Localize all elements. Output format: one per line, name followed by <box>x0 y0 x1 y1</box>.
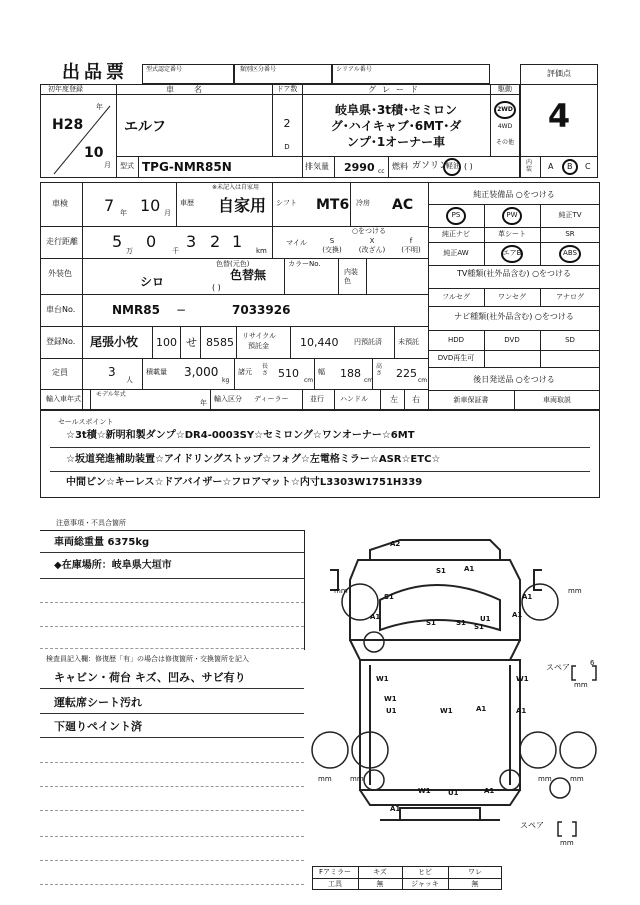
model-year-label: モデル年式 <box>96 391 126 398</box>
handle-right: 右 <box>412 395 420 404</box>
footer-jack-value: 無 <box>471 880 479 888</box>
navi-sd: SD <box>565 336 575 344</box>
meter-s-sub: (交換) <box>322 246 342 254</box>
damage-mark: A1 <box>476 705 487 713</box>
damage-mark: S1 <box>436 567 446 575</box>
drive-4wd: 4WD <box>497 123 513 130</box>
shift-label: シフト <box>276 199 297 207</box>
damage-mark: A1 <box>370 613 381 621</box>
grade-line-3: ンプ･1オーナー車 <box>346 135 446 149</box>
category-label: 類別区分番号 <box>240 66 277 73</box>
meter-x: X <box>369 237 375 245</box>
wid-unit: cm <box>364 377 374 384</box>
damage-mark: A1 <box>390 805 401 813</box>
sales-line-3: 中間ピン☆キーレス☆ドアバイザー☆フロアマット☆内寸L3303W1751H339 <box>66 477 423 488</box>
dvd-play: DVD再生可 <box>437 354 475 362</box>
interior-circle <box>562 159 578 175</box>
import-dealer: ディーラー <box>254 395 289 403</box>
damage-mark: S1 <box>384 593 394 601</box>
notes-line-2: ◆在庫場所：岐阜県大垣市 <box>54 560 172 571</box>
fuel-paren: ( ) <box>464 162 473 171</box>
inspection-year-unit: 年 <box>120 209 127 217</box>
handle-label: ハンドル <box>340 395 368 403</box>
model-label: 型式 <box>120 162 134 170</box>
month-unit: 月 <box>104 161 111 169</box>
page-title: 出品票 <box>62 62 128 83</box>
equip-abs-circle <box>559 245 581 263</box>
recycle-label: リサイクル <box>242 332 277 340</box>
spare-label: スペア <box>546 663 570 672</box>
meter-label: マイル <box>286 239 307 247</box>
equip-sr: SR <box>565 230 575 238</box>
mileage-digit: 5 <box>112 232 123 251</box>
disp-unit: cc <box>378 168 385 175</box>
footer-scratch: キズ <box>373 868 387 876</box>
meter-x-sub: (改ざん) <box>358 246 386 254</box>
color-change: 色替無 <box>230 268 267 282</box>
inspection-month-unit: 月 <box>164 209 171 217</box>
drive-2wd-circle <box>494 101 516 119</box>
wheel-mm-rl: mm <box>318 775 332 783</box>
capacity-value: 3 <box>108 365 116 379</box>
hgt-unit: cm <box>418 377 428 384</box>
mileage-sen: 千 <box>172 247 179 255</box>
chassis-dash: − <box>176 303 187 317</box>
history-label: 車歴 <box>180 199 194 207</box>
notes-title: 注意事項・不具合箇所 <box>56 519 126 527</box>
damage-mark: U1 <box>480 615 491 623</box>
wheel-mm-fl: mm <box>334 587 348 595</box>
spare-label-2: スペア <box>520 821 544 830</box>
footer-crack: ヒビ <box>418 868 432 876</box>
after-title: 後日発送品 ○をつける <box>473 375 555 384</box>
mileage-man: 万 <box>126 247 133 255</box>
equip-abs: ABS <box>563 249 577 257</box>
fuel-label: 燃料 <box>392 162 408 171</box>
spare-number: 6 <box>590 659 595 667</box>
navi-title: ナビ種類(社外品含む) ○をつける <box>454 312 574 321</box>
recycle-label-2: 預託金 <box>248 342 269 350</box>
import-label: 輸入車年式 <box>46 395 81 403</box>
len-label: 長さ <box>262 363 269 377</box>
drive-2wd: 2WD <box>497 106 513 113</box>
damage-mark: U1 <box>386 707 397 715</box>
reg-class: 100 <box>156 336 177 349</box>
tv-analog: アナログ <box>556 293 584 301</box>
chassis-label: 車台No. <box>46 305 76 314</box>
damage-mark: U1 <box>448 789 459 797</box>
footer-tools-value: 無 <box>376 880 384 888</box>
len-unit: cm <box>304 377 314 384</box>
reg-kana: せ <box>186 336 197 349</box>
equip-aw: 純正AW <box>443 249 469 257</box>
damage-mark: A1 <box>484 787 495 795</box>
equip-title: 純正装備品 ○をつける <box>473 190 555 199</box>
mileage-digit: 0 <box>146 232 157 251</box>
equip-pw-circle <box>502 207 522 225</box>
mileage-digit: 2 <box>210 232 221 251</box>
equip-tv: 純正TV <box>558 211 582 219</box>
sales-line-2: ☆坂道発進補助装置☆アイドリングストップ☆フォグ☆左電格ミラー☆ASR☆ETC☆ <box>66 454 441 465</box>
serial-label: シリアル番号 <box>336 66 372 73</box>
reg-area: 尾張小牧 <box>90 335 139 349</box>
drive-other: その他 <box>495 139 514 146</box>
inspector-title: 検査員記入欄：修復歴「有」の場合は修復箇所・交換箇所を記入 <box>46 655 249 663</box>
first-reg-label: 初年度登録 <box>48 85 83 93</box>
drive-label: 駆動 <box>498 85 512 93</box>
history-note: ※未記入は自家用 <box>212 184 260 191</box>
wheel-mm-rr: mm <box>538 775 552 783</box>
interior-color-label: 内装色 <box>344 268 358 285</box>
damage-mark: A2 <box>390 540 401 548</box>
disp-label: 排気量 <box>305 162 329 171</box>
ac-label: 冷房 <box>356 199 370 207</box>
damage-mark: S1 <box>456 619 466 627</box>
damage-mark: A1 <box>464 565 475 573</box>
score-label: 評価点 <box>547 69 571 78</box>
load-unit: kg <box>222 377 230 384</box>
after-warranty: 新車保証書 <box>453 396 489 404</box>
type-cert-label: 型式認定番号 <box>146 66 183 73</box>
meter-s: S <box>329 237 335 245</box>
doors-unit: D <box>284 143 290 151</box>
tv-title: TV種類(社外品含む) ○をつける <box>456 269 572 278</box>
damage-mark: W1 <box>440 707 453 715</box>
color-paren: ( ) <box>212 283 221 292</box>
sales-title: セールスポイント <box>58 418 114 426</box>
footer-tools: 工具 <box>328 880 342 888</box>
handle-left: 左 <box>390 395 398 404</box>
inspection-label: 車検 <box>52 199 68 208</box>
vehicle-diagram <box>310 530 600 870</box>
hgt-value: 225 <box>396 367 417 380</box>
damage-mark: W1 <box>376 675 389 683</box>
damage-mark: W1 <box>384 695 397 703</box>
interior-b: B <box>567 162 573 171</box>
equip-ps-circle <box>446 207 466 225</box>
chassis-prefix: NMR85 <box>112 303 160 317</box>
mileage-digit: 1 <box>232 232 243 251</box>
shift-value: MT6 <box>316 197 350 213</box>
damage-mark: S1 <box>426 619 436 627</box>
equip-navi: 純正ナビ <box>442 230 470 238</box>
equip-airbag: エアB <box>502 249 522 257</box>
color-change-label: 色替(元色) <box>216 260 250 268</box>
tv-fullseg: フルセグ <box>442 293 470 301</box>
doors-value: 2 <box>283 117 291 130</box>
import-type-label: 輸入区分 <box>214 395 242 403</box>
first-reg-era: H28 <box>52 117 84 133</box>
footer-mirror: Fアミラー <box>318 868 352 876</box>
exterior-label: 外装色 <box>48 269 72 278</box>
doors-label: ドア数 <box>276 85 298 93</box>
name-label: 車名 <box>166 85 222 94</box>
chassis-number: 7033926 <box>232 303 291 317</box>
equip-pw: PW <box>506 211 518 219</box>
damage-mark: A1 <box>512 611 523 619</box>
wheel-mm-rl2: mm <box>350 775 364 783</box>
mileage-label: 走行距離 <box>46 237 78 246</box>
recycle-unpaid: 未預託 <box>398 338 419 346</box>
capacity-unit: 人 <box>126 376 133 384</box>
interior-a: A <box>548 162 554 171</box>
load-value: 3,000 <box>184 365 219 379</box>
mileage-digit: 3 <box>186 232 197 251</box>
grade-line-2: グ･ハイキャブ･6MT･ダ <box>330 119 462 133</box>
sales-line-1: ☆3t積☆新明和製ダンプ☆DR4-0003SY☆セミロング☆ワンオーナー☆6MT <box>66 430 415 441</box>
footer-jack: ジャッキ <box>411 880 439 888</box>
damage-mark: W1 <box>418 787 431 795</box>
inspection-year: 7 <box>104 196 115 215</box>
spare-mm: mm <box>574 681 588 689</box>
import-parallel: 並行 <box>310 395 324 403</box>
recycle-unit: 円預託済 <box>354 338 382 346</box>
damage-mark: W1 <box>516 675 529 683</box>
fuel-circle <box>443 158 461 176</box>
wid-label: 幅 <box>318 368 325 376</box>
damage-mark: S1 <box>474 623 484 631</box>
hgt-label: 高さ <box>376 363 383 377</box>
inspector-line-3: 下廻りペイント済 <box>54 720 142 733</box>
after-manual: 車両取説 <box>543 396 571 404</box>
reg-label: 登録No. <box>46 337 76 346</box>
color-no-label: カラーNo. <box>288 260 321 268</box>
len-value: 510 <box>278 367 299 380</box>
reg-number: 8585 <box>206 336 234 349</box>
interior-c: C <box>585 162 591 171</box>
model-value: TPG-NMR85N <box>142 160 232 174</box>
equip-leather: 革シート <box>498 230 526 238</box>
vehicle-name: エルフ <box>124 119 166 135</box>
ac-value: AC <box>392 197 414 213</box>
score-value: 4 <box>547 97 571 135</box>
recycle-amount: 10,440 <box>300 336 339 349</box>
exterior-color: シロ <box>140 275 165 289</box>
navi-dvd: DVD <box>504 336 520 344</box>
fuel-value: ガソリン <box>412 161 449 171</box>
year-unit: 年 <box>96 103 103 111</box>
inspector-line-2: 運転席シート汚れ <box>54 696 142 709</box>
grade-line-1: 岐阜県･3t積･セミロン <box>334 103 458 117</box>
damage-mark: A1 <box>522 593 533 601</box>
wheel-mm-fr: mm <box>568 587 582 595</box>
equip-airbag-circle <box>501 245 523 263</box>
tv-oneseg: ワンセグ <box>498 293 526 301</box>
grade-label: グレード <box>368 85 424 94</box>
meter-note: ○をつける <box>351 227 387 235</box>
fuel-light: 軽油 <box>446 162 460 170</box>
dims-label: 諸元 <box>238 368 252 376</box>
equip-ps: PS <box>451 211 461 219</box>
wheel-mm-rr2: mm <box>570 775 584 783</box>
history-value: 自家用 <box>218 196 267 215</box>
notes-line-1: 車両総重量 6375kg <box>54 537 150 548</box>
import-year-unit: 年 <box>200 399 207 407</box>
interior-label: 内装 <box>526 159 533 173</box>
meter-f: f <box>409 237 413 245</box>
damage-mark: A1 <box>516 707 527 715</box>
meter-f-sub: (不明) <box>401 246 421 254</box>
navi-hdd: HDD <box>447 336 465 344</box>
load-label: 積載量 <box>146 368 167 376</box>
disp-value: 2990 <box>344 161 375 174</box>
inspector-line-1: キャビン・荷台 キズ、凹み、サビ有り <box>54 671 246 684</box>
footer-break: ワレ <box>468 868 482 876</box>
wid-value: 188 <box>340 367 361 380</box>
first-reg-month: 10 <box>84 145 104 161</box>
mileage-km: km <box>256 247 267 255</box>
capacity-label: 定員 <box>52 368 68 377</box>
inspection-month: 10 <box>140 196 161 215</box>
spare-mm-2: mm <box>560 839 574 847</box>
